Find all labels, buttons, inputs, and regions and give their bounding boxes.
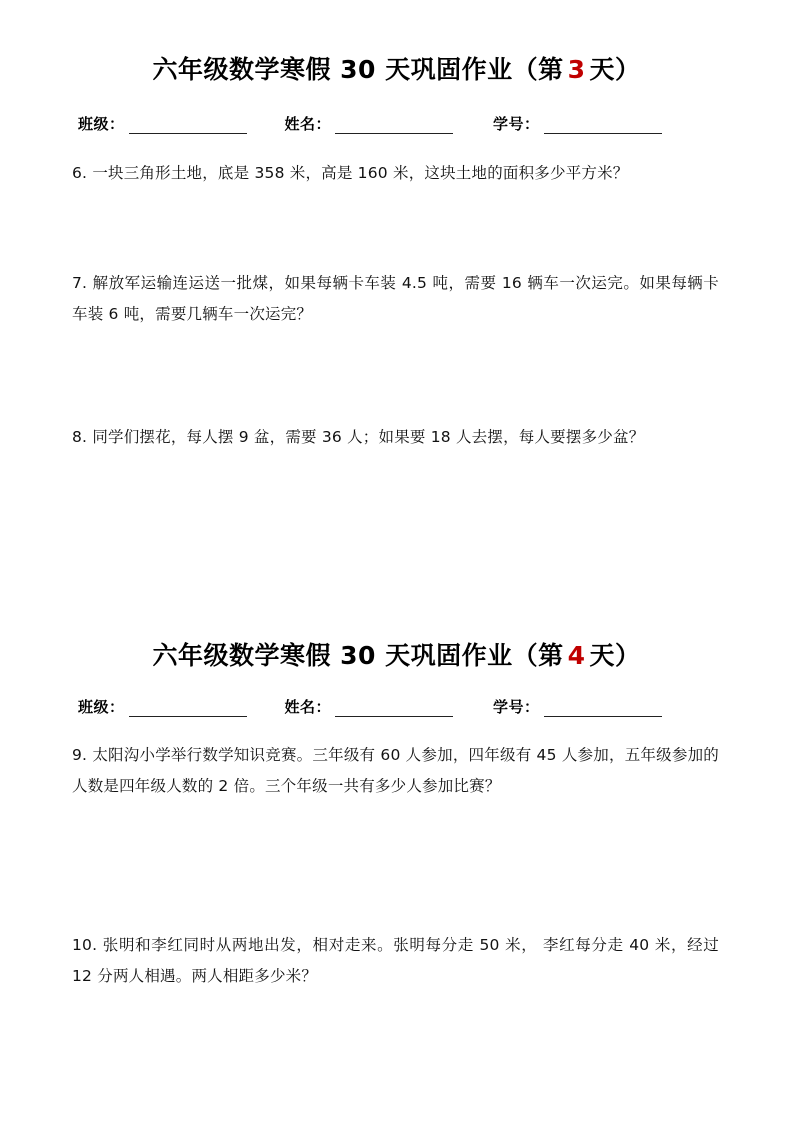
student-info-row-day4 bbox=[78, 696, 715, 717]
title-prefix-day4: 六年级数学寒假 30 天巩固作业（第 bbox=[152, 641, 564, 670]
title-suffix-day4: 天） bbox=[589, 641, 641, 670]
number-input-line-day3[interactable] bbox=[544, 118, 662, 134]
page-title-day4 bbox=[66, 636, 727, 672]
page-title-day3 bbox=[66, 50, 727, 86]
number-field-day3 bbox=[493, 113, 662, 134]
day-number-day3: 3 bbox=[567, 55, 586, 84]
number-input-line-day4[interactable] bbox=[544, 701, 662, 717]
class-input-line-day3[interactable] bbox=[129, 118, 247, 134]
name-field-day4 bbox=[285, 696, 454, 717]
question-item: 7. 解放军运输连运送一批煤，如果每辆卡车装 4.5 吨，需要 16 辆车一次运完。如果每辆卡车装 6 吨，需要几辆车一次运完？ bbox=[72, 274, 719, 323]
question-item: 9. 太阳沟小学举行数学知识竞赛。三年级有 60 人参加，四年级有 45 人参加，五年级参加的人数是四年级人数的 2 倍。三个年级一共有多少人参加比赛？ bbox=[72, 746, 719, 795]
name-label-day4: 姓名： bbox=[284, 698, 332, 716]
name-input-line-day3[interactable] bbox=[335, 118, 453, 134]
name-label-day3: 姓名： bbox=[284, 115, 332, 133]
day-number-day4: 4 bbox=[567, 641, 586, 670]
number-field-day4 bbox=[493, 696, 662, 717]
number-label-day4: 学号： bbox=[493, 698, 540, 716]
question-item: 8. 同学们摆花，每人摆 9 盆，需要 36 人；如果要 18 人去摆，每人要摆多少盆？ bbox=[72, 428, 645, 446]
class-field-day3 bbox=[78, 113, 247, 134]
student-info-row-day3 bbox=[78, 113, 715, 134]
question-item: 10. 张明和李红同时从两地出发，相对走来。张明每分走 50 米， 李红每分走 40 米，经过 12 分两人相遇。两人相距多少米？ bbox=[72, 936, 719, 985]
question-item: 6. 一块三角形土地，底是 358 米，高是 160 米，这块土地的面积多少平方米？ bbox=[72, 164, 629, 182]
title-prefix-day3: 六年级数学寒假 30 天巩固作业（第 bbox=[152, 55, 564, 84]
class-label-day3: 班级： bbox=[78, 115, 125, 133]
name-input-line-day4[interactable] bbox=[335, 701, 453, 717]
class-field-day4 bbox=[78, 696, 247, 717]
title-suffix-day3: 天） bbox=[589, 55, 641, 84]
class-label-day4: 班级： bbox=[78, 698, 125, 716]
class-input-line-day4[interactable] bbox=[129, 701, 247, 717]
number-label-day3: 学号： bbox=[493, 115, 540, 133]
name-field-day3 bbox=[285, 113, 454, 134]
